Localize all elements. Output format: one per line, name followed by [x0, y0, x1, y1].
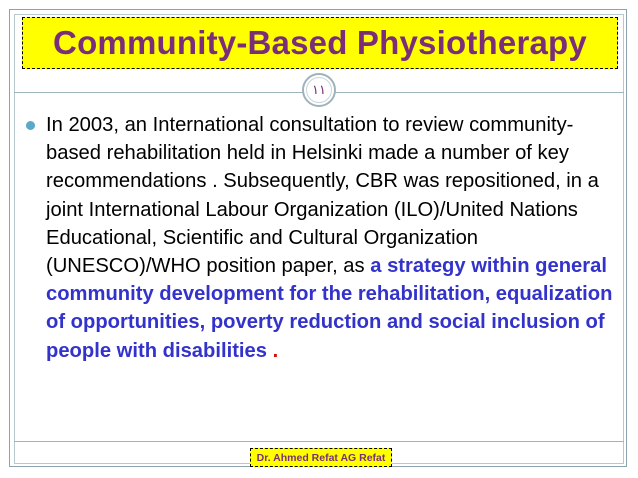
footer-author: Dr. Ahmed Refat AG Refat — [256, 451, 386, 464]
title-box — [22, 17, 618, 69]
body-ending-punctuation: . — [266, 339, 279, 362]
slide-title: Community-Based Physiotherapy — [53, 24, 587, 61]
page-number-badge — [302, 73, 336, 107]
body-plain-text: In 2003, an International consultation to review community-based rehabilitation held in Helsinki made a number of key recommendations . Subsequently, CBR was repositioned, in a joint International Labour Organization (ILO)/United Nations Educational, Scientific and Cultural Organization (UNESCO)/WHO position paper, as — [46, 114, 599, 278]
footer-divider — [14, 441, 624, 442]
bullet-icon — [26, 121, 35, 130]
body-highlight-text: a strategy within general community development for the rehabilitation, equalization of opportunities, poverty reduction and social inclusion of people with disabilities — [46, 255, 613, 362]
body-paragraph — [46, 111, 616, 365]
footer-box — [250, 448, 392, 467]
page-number: ١١ — [312, 82, 326, 98]
